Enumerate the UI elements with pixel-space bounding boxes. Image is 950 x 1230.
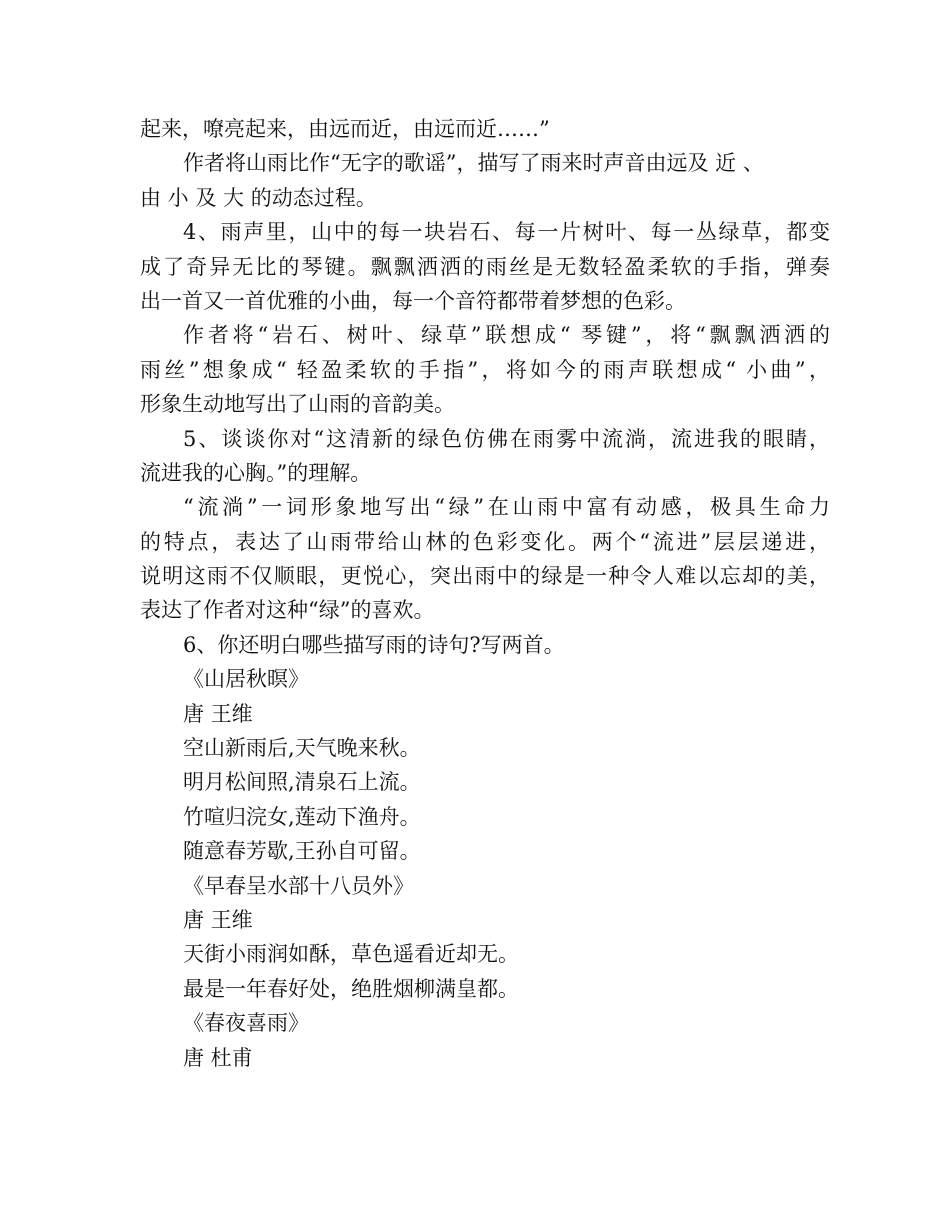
poem-line: 空山新雨后,天气晚来秋。 — [183, 736, 421, 761]
text-line: 的特点，表达了山雨带给山林的色彩变化。两个“流进”层层递进， — [140, 529, 830, 554]
text-line: 出一首又一首优雅的小曲，每一个音符都带着梦想的色彩。 — [140, 288, 686, 313]
text-line: 表达了作者对这种“绿”的喜欢。 — [140, 598, 435, 623]
answer-5: “流淌”一词形象地写出“绿”在山雨中富有动感，极具生命力 — [183, 495, 830, 520]
text-line: 形象生动地写出了山雨的音韵美。 — [140, 392, 455, 417]
poem-author: 唐 王维 — [183, 907, 253, 932]
text-line: 作者将山雨比作“无字的歌谣”，描写了雨来时声音由远及 近 、 — [183, 151, 764, 176]
document-body — [140, 112, 830, 1075]
poem-title: 《春夜喜雨》 — [183, 1011, 309, 1036]
text-line: 起来，嘹亮起来，由远而近，由远而近……” — [140, 117, 550, 141]
poem-line: 竹喧归浣女,莲动下渔舟。 — [183, 804, 421, 829]
poem-line: 明月松间照,清泉石上流。 — [183, 770, 421, 795]
poem-line: 最是一年春好处，绝胜烟柳满皇都。 — [183, 976, 519, 1001]
answer-4: 作者将“岩石、树叶、绿草”联想成“ 琴键”，将“飘飘洒洒的 — [183, 323, 830, 348]
text-line: 流进我的心胸。”的理解。 — [140, 460, 372, 485]
text-line: 雨丝”想象成“ 轻盈柔软的手指”，将如今的雨声联想成“ 小曲”， — [140, 357, 830, 382]
poem-author: 唐 杜甫 — [183, 1045, 253, 1070]
text-line: 说明这雨不仅顺眼，更悦心，突出雨中的绿是一种令人难以忘却的美， — [140, 564, 830, 589]
text-line: 成了奇异无比的琴键。飘飘洒洒的雨丝是无数轻盈柔软的手指，弹奏 — [140, 254, 830, 279]
question-5: 5、谈谈你对“这清新的绿色仿佛在雨雾中流淌，流进我的眼睛， — [183, 426, 830, 451]
poem-line: 天街小雨润如酥，草色遥看近却无。 — [183, 942, 519, 967]
poem-author: 唐 王维 — [183, 701, 253, 726]
poem-line: 随意春芳歇,王孙自可留。 — [183, 839, 421, 864]
question-6: 6、你还明白哪些描写雨的诗句?写两首。 — [183, 632, 565, 657]
text-line: 由 小 及 大 的动态过程。 — [140, 185, 377, 210]
question-4: 4、雨声里，山中的每一块岩石、每一片树叶、每一丛绿草，都变 — [183, 220, 830, 245]
poem-title: 《早春呈水部十八员外》 — [183, 873, 414, 898]
poem-title: 《山居秋暝》 — [183, 667, 309, 692]
